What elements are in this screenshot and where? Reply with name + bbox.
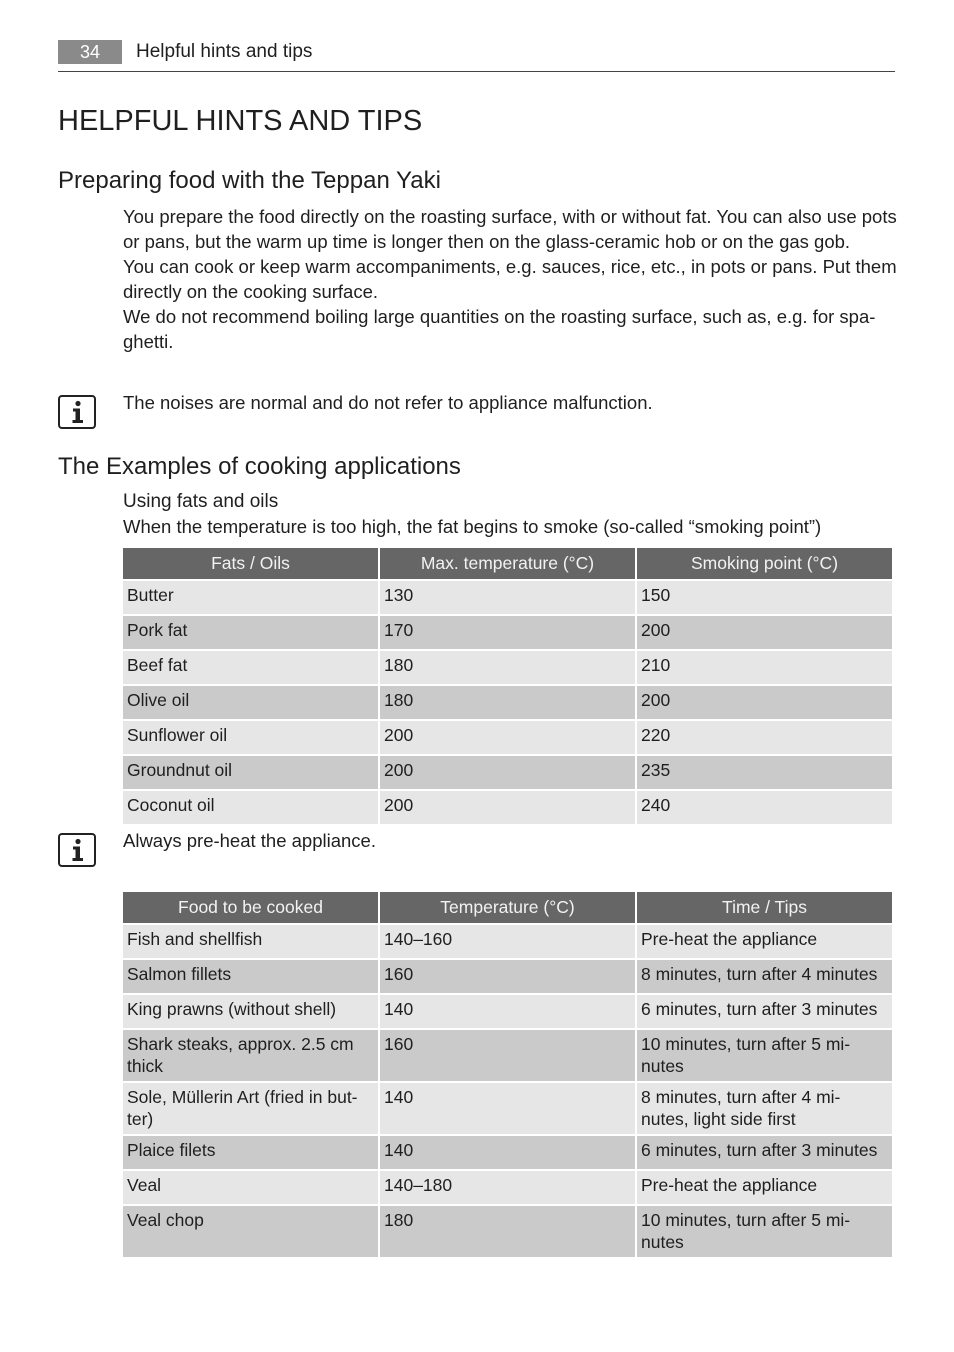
table-cell: Veal chop [123,1206,378,1257]
running-header [58,40,895,72]
table-cell: Salmon fillets [123,960,378,993]
table-row [123,651,892,684]
fats-table-header [123,548,892,579]
table-cell: 6 minutes, turn after 3 minutes [637,1136,892,1169]
table-row [123,1136,892,1169]
info-icon [58,833,96,867]
teppan-body [123,204,898,354]
table-cell: King prawns (without shell) [123,995,378,1028]
table-cell: 180 [380,686,635,719]
table-cell: Plaice filets [123,1136,378,1169]
table-cell: Sunflower oil [123,721,378,754]
page-title: HELPFUL HINTS AND TIPS [58,105,423,137]
table-cell: Sole, Müllerin Art (fried in but-ter) [123,1083,378,1134]
table-cell: Veal [123,1171,378,1204]
food-table-header [123,892,892,923]
column-header: Temperature (°C) [380,892,635,923]
table-cell: 200 [380,791,635,824]
column-header: Max. temperature (°C) [380,548,635,579]
table-cell: 180 [380,1206,635,1257]
fats-table [121,546,894,826]
table-cell: 170 [380,616,635,649]
table-cell: 130 [380,581,635,614]
column-header: Time / Tips [637,892,892,923]
column-header: Smoking point (°C) [637,548,892,579]
table-cell: 140–180 [380,1171,635,1204]
table-cell: 140 [380,1136,635,1169]
table-cell: Beef fat [123,651,378,684]
table-cell: 10 minutes, turn after 5 mi-nutes [637,1206,892,1257]
fats-subheading: Using fats and oils [123,491,279,512]
running-title: Helpful hints and tips [136,41,313,62]
teppan-paragraph: You can cook or keep warm accompaniments, e.g. sauces, rice, etc., in pots or pans. Put them directly on the cooking surface. [123,256,897,302]
table-cell: 140 [380,995,635,1028]
table-cell: 200 [637,616,892,649]
table-cell: 200 [637,686,892,719]
table-cell: Groundnut oil [123,756,378,789]
table-cell: 10 minutes, turn after 5 mi-nutes [637,1030,892,1081]
table-cell: 8 minutes, turn after 4 minutes [637,960,892,993]
table-cell: 200 [380,721,635,754]
table-cell: 240 [637,791,892,824]
teppan-note: The noises are normal and do not refer to appliance malfunction. [123,392,653,413]
table-cell: 220 [637,721,892,754]
table-row [123,1083,892,1134]
table-row [123,995,892,1028]
table-cell: Coconut oil [123,791,378,824]
table-cell: 180 [380,651,635,684]
examples-section-heading: The Examples of cooking applications [58,453,461,480]
column-header: Food to be cooked [123,892,378,923]
table-cell: Pre-heat the appliance [637,925,892,958]
table-row [123,1206,892,1257]
info-icon [58,395,96,429]
food-table [121,890,894,1259]
table-cell: 150 [637,581,892,614]
table-row [123,686,892,719]
table-cell: Butter [123,581,378,614]
table-cell: Olive oil [123,686,378,719]
table-cell: Pork fat [123,616,378,649]
table-row [123,791,892,824]
table-cell: Pre-heat the appliance [637,1171,892,1204]
fats-intro: When the temperature is too high, the fat begins to smoke (so-called “smoking point”) [123,516,822,537]
page-number: 34 [58,40,122,64]
table-cell: 140 [380,1083,635,1134]
table-row [123,960,892,993]
table-cell: 210 [637,651,892,684]
table-row [123,616,892,649]
teppan-section-heading: Preparing food with the Teppan Yaki [58,167,441,194]
table-cell: 140–160 [380,925,635,958]
table-cell: Fish and shellfish [123,925,378,958]
preheat-note: Always pre-heat the appliance. [123,830,376,851]
table-cell: 160 [380,960,635,993]
table-cell: 6 minutes, turn after 3 minutes [637,995,892,1028]
table-row [123,581,892,614]
table-row [123,721,892,754]
table-cell: 200 [380,756,635,789]
column-header: Fats / Oils [123,548,378,579]
teppan-paragraph: You prepare the food directly on the roasting surface, with or without fat. You can also use pots or pans, but the warm up time is longer then on the glass-ceramic hob or on the gas gob. [123,206,897,252]
table-cell: 8 minutes, turn after 4 mi-nutes, light side first [637,1083,892,1134]
table-row [123,1171,892,1204]
table-cell: 160 [380,1030,635,1081]
teppan-paragraph: We do not recommend boiling large quantities on the roasting surface, such as, e.g. for spa-ghetti. [123,306,876,352]
table-row [123,1030,892,1081]
table-cell: 235 [637,756,892,789]
table-cell: Shark steaks, approx. 2.5 cm thick [123,1030,378,1081]
table-row [123,756,892,789]
table-row [123,925,892,958]
